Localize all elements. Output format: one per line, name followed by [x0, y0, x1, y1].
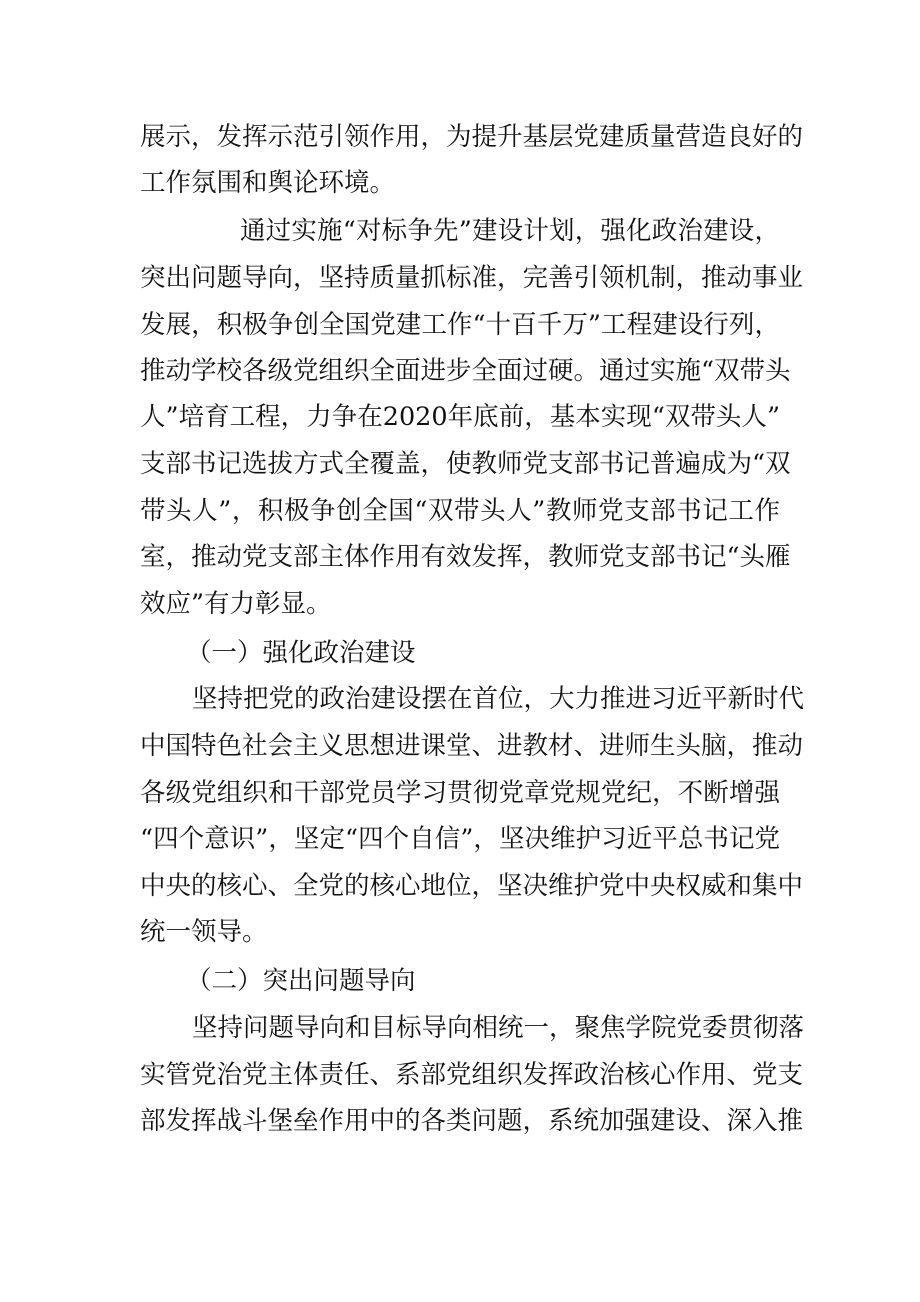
paragraph-line: 发展，积极争创全国党建工作“十百千万”工程建设行列， [140, 310, 780, 340]
paragraph-first-line: 坚持把党的政治建设摆在首位，大力推进习近平新时代 [192, 684, 805, 714]
paragraph-line: 室，推动党支部主体作用有效发挥，教师党支部书记“头雁 [140, 542, 791, 572]
paragraph-first-line: 坚持问题导向和目标导向相统一，聚焦学院党委贯彻落 [192, 1013, 805, 1043]
paragraph-line: 实管党治党主体责任、系部党组织发挥政治核心作用、党支 [140, 1060, 804, 1090]
paragraph-line: 效应”有力彰显。 [140, 589, 332, 619]
paragraph-line: 各级党组织和干部党员学习贯彻党章党规党纪，不断增强 [140, 778, 780, 808]
paragraph-line: “四个意识”，坚定“四个自信”，坚决维护习近平总书记党 [140, 824, 780, 854]
paragraph-line: 人”培育工程，力争在2020年底前，基本实现“双带头人” [140, 402, 780, 432]
section-heading-2: （二）突出问题导向 [186, 966, 416, 996]
paragraph-line: 推动学校各级党组织全面进步全面过硬。通过实施“双带头 [140, 356, 791, 386]
paragraph-line: 统一领导。 [140, 917, 268, 947]
section-heading-1: （一）强化政治建设 [186, 638, 416, 668]
paragraph-line: 中国特色社会主义思想进课堂、进教材、进师生头脑，推动 [140, 731, 804, 761]
paragraph-line: 支部书记选拔方式全覆盖，使教师党支部书记普遍成为“双 [140, 449, 791, 479]
paragraph-line: 突出问题导向，坚持质量抓标准，完善引领机制，推动事业 [140, 263, 804, 293]
paragraph-line: 带头人”，积极争创全国“双带头人”教师党支部书记工作 [140, 496, 780, 526]
paragraph-line: 工作氛围和舆论环境。 [140, 168, 396, 198]
paragraph-line: 中央的核心、全党的核心地位，坚决维护党中央权威和集中 [140, 871, 804, 901]
paragraph-line: 部发挥战斗堡垒作用中的各类问题，系统加强建设、深入推 [140, 1106, 804, 1136]
paragraph-line: 展示，发挥示范引领作用，为提升基层党建质量营造良好的 [140, 122, 804, 152]
paragraph-first-line: 通过实施“对标争先”建设计划，强化政治建设， [240, 216, 780, 246]
